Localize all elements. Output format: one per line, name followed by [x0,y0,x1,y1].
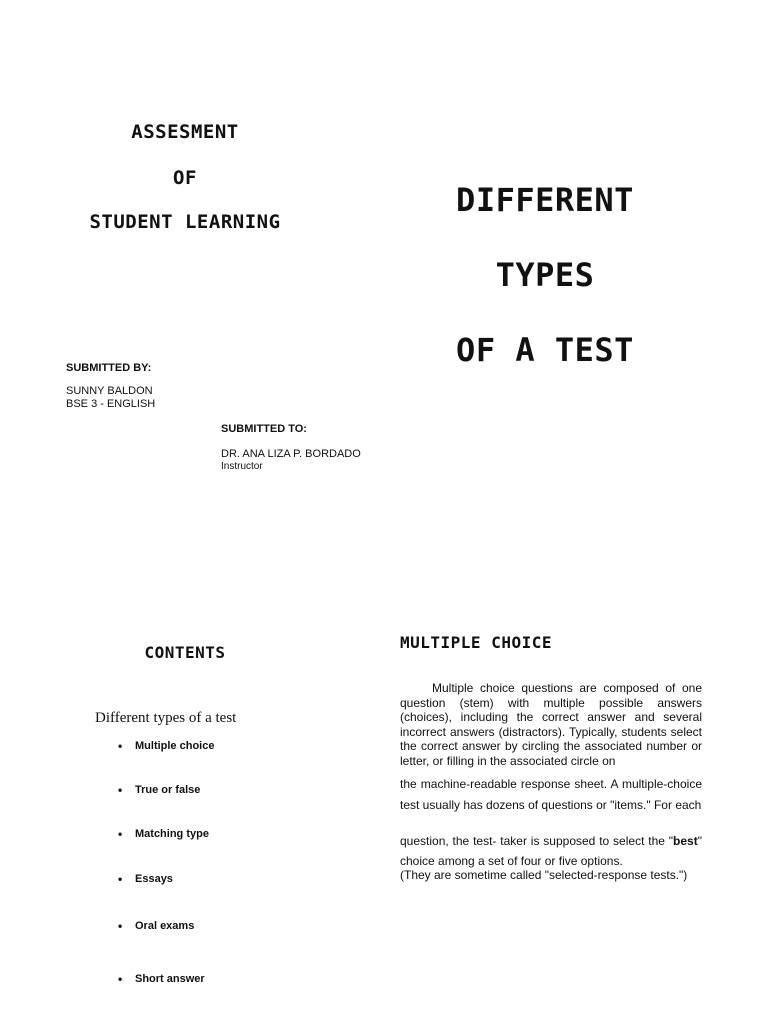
submitted-to-name: DR. ANA LIZA P. BORDADO [221,448,361,460]
paragraph-3-text-b: " choice among a set of four or five options. [400,834,702,868]
submitted-by-name: SUNNY BALDON [66,385,153,397]
paragraph-4: (They are sometime called "selected-response tests.") [400,868,688,882]
list-item: • True or false [118,784,200,796]
contents-title: CONTENTS [144,643,226,662]
contents-subtitle: Different types of a test [95,710,237,726]
submitted-by-label: SUBMITTED BY: [66,362,152,374]
list-item: • Short answer [118,973,205,985]
paragraph-3-text-a: question, the test- taker is supposed to select the " [400,834,674,848]
cover-title-line-1: ASSESMENT [131,121,239,143]
list-item: • Oral exams [118,920,194,932]
paragraph-3-bold: best [673,834,698,848]
paragraph-2: the machine-readable response sheet. A multiple-choice test usually has dozens of questions or "items." For each [400,777,702,812]
submitted-by-course: BSE 3 - ENGLISH [66,398,156,410]
cover-title-line-3: STUDENT LEARNING [89,211,281,233]
list-item: • Essays [118,873,173,885]
submitted-to-label: SUBMITTED TO: [221,423,307,435]
topic-title-line-3: OF A TEST [456,331,634,369]
topic-title-line-2: TYPES [495,256,595,294]
topic-title-line-1: DIFFERENT [456,181,634,219]
section-title-multiple-choice: MULTIPLE CHOICE [400,633,552,652]
list-item: • Multiple choice [118,740,214,752]
cover-title-line-2: OF [173,167,197,189]
list-item: • Matching type [118,828,209,840]
submitted-to-role: Instructor [221,461,263,472]
paragraph-3 [400,831,702,871]
paragraph-1: Multiple choice questions are composed of one question (stem) with multiple possible answers (choices), including the correct answer and several incorrect answers (distractors). Typically, students select the correct answer by circling the associated number or letter, or filling in the associated circle on [400,681,702,768]
